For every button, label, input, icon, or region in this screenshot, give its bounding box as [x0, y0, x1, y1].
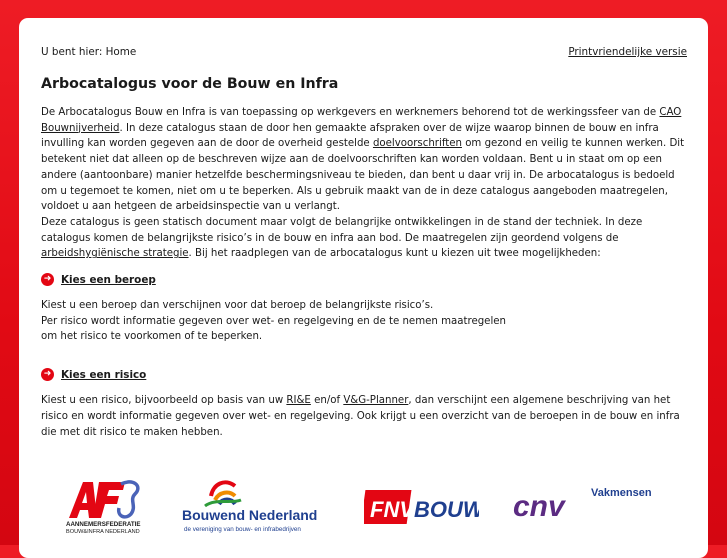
aannemersfederatie-logo[interactable] [63, 476, 148, 540]
arrow-right-icon: ➜ [41, 273, 54, 286]
breadcrumb: U bent hier: Home [41, 46, 137, 58]
svg-text:de vereniging van bouw- en inf: de vereniging van bouw- en infrabedrijven [184, 526, 301, 533]
strategie-link[interactable]: arbeidshygiënische strategie [41, 248, 189, 260]
vg-planner-link[interactable]: V&G-Planner [343, 395, 409, 407]
cao-link[interactable]: CAO Bouwnijverheid [41, 107, 682, 134]
svg-text:cnv: cnv [513, 490, 565, 523]
arrow-right-icon: ➜ [41, 368, 54, 381]
content-card [19, 18, 708, 558]
fnv-bouw-logo[interactable] [364, 486, 479, 532]
beroep-text: Kiest u een beroep dan verschijnen voor dat beroep de belangrijkste risico’s. Per risico wordt informatie gegeven over wet- en regelgeving en de te nemen maatregelen om het risico te voorkomen of te beperken. [41, 300, 507, 343]
svg-text:BOUW&INFRA NEDERLAND: BOUW&INFRA NEDERLAND [66, 529, 140, 535]
svg-text:AANNEMERSFEDERATIE: AANNEMERSFEDERATIE [66, 521, 141, 528]
cnv-vakmensen-logo[interactable] [513, 486, 663, 530]
intro-paragraph-1: De Arbocatalogus Bouw en Infra is van toepassing op werkgevers en werknemers behorend tot de werkingssfeer van de CAO Bouwnijverheid. In deze catalogus staan de door hen gemaakte afspraken over de wijze waarop binnen de bouw en infra invulling kan worden gegeven aan de door de overheid gestelde doelvoorschriften om gezond en veilig te kunnen werken. Dit betekent niet dat alleen op de beschreven wijze aan de doelvoorschriften kan worden voldaan. Bent u in staat om op een andere (aantoonbare) manier hetzelfde beschermingsniveau te bieden, dan bent u daar vrij in. De arbocatalogus is bedoeld om u tegemoet te komen, niet om u te beperken. Als u gebruik maakt van de in deze catalogus aangeboden maatregelen, voldoet u aan hetgeen de arbeidsinspectie van u verlangt. [41, 107, 685, 213]
page-title: Arbocatalogus voor de Bouw en Infra [41, 76, 339, 92]
svg-text:FNV: FNV [370, 497, 414, 522]
svg-text:BOUW: BOUW [414, 497, 479, 522]
svg-text:Bouwend Nederland: Bouwend Nederland [182, 507, 318, 523]
risico-text: Kiest u een risico, bijvoorbeeld op basis van uw RI&E en/of V&G-Planner, dan verschijnt een algemene beschrijving van het risico en wordt informatie gegeven over wet- en regelgeving. Ook krijgt u een overzicht van de beroepen in de bouw en infra die met dit risico te maken hebben. [41, 395, 680, 438]
print-link[interactable]: Printvriendelijke versie [568, 46, 687, 58]
bouwend-nederland-logo[interactable] [181, 474, 331, 542]
rie-link[interactable]: RI&E [286, 395, 311, 407]
top-bar [41, 45, 687, 59]
svg-text:Vakmensen: Vakmensen [591, 487, 652, 499]
partner-logos [19, 470, 708, 540]
intro-paragraph-2: Deze catalogus is geen statisch document maar volgt de belangrijke ontwikkelingen in de stand der techniek. In deze catalogus komen de belangrijkste risico’s in de bouw en infra aan bod. De maatregelen zijn geordend volgens de arbeidshygiënische strategie. Bij het raadplegen van de arbocatalogus kunt u kiezen uit twee mogelijkheden: [41, 216, 643, 260]
doelvoorschriften-link[interactable]: doelvoorschriften [372, 138, 462, 150]
kies-beroep-link[interactable]: Kies een beroep [61, 273, 156, 286]
choice-beroep[interactable] [41, 273, 687, 286]
choice-risico[interactable] [41, 368, 687, 381]
kies-risico-link[interactable]: Kies een risico [61, 368, 147, 381]
